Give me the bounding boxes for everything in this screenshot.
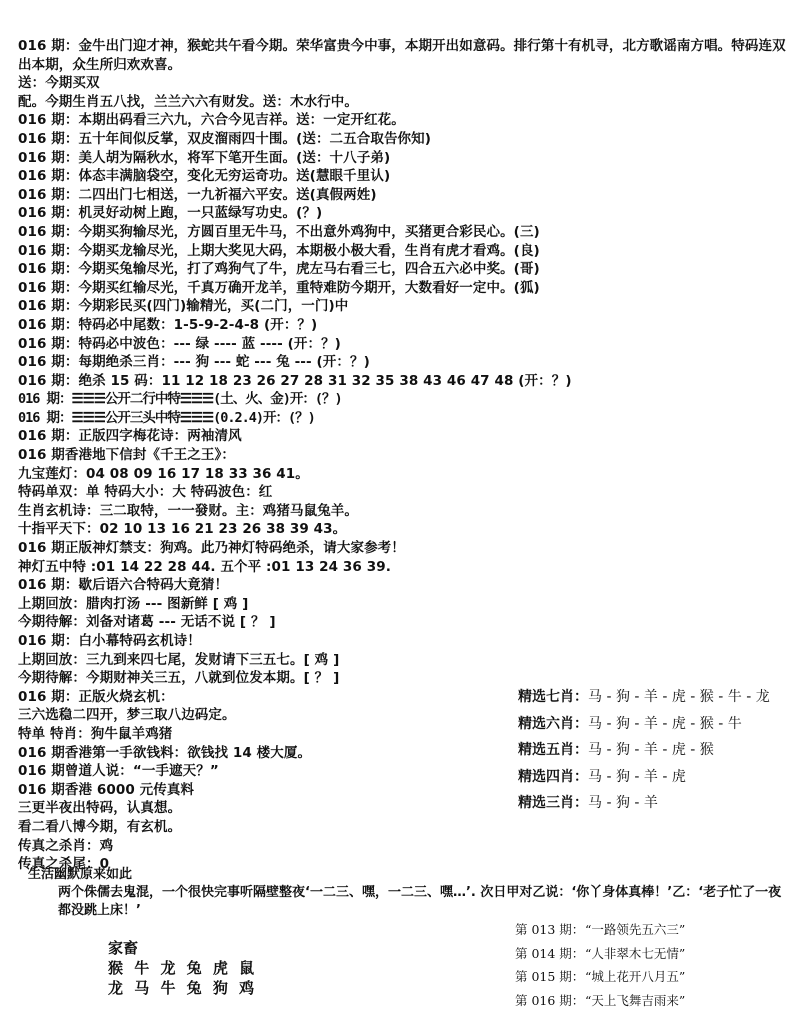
livestock-row-1: 猴 牛 龙 兔 虎 鼠 xyxy=(108,959,258,977)
pick-row xyxy=(518,790,788,817)
archive-period: 第 014 期： xyxy=(515,945,585,961)
text-line: 神灯五中特 :01 14 22 28 44. 五个平 :01 13 24 36 39. xyxy=(18,558,391,575)
text-line: 016 期正版神灯禁支：狗鸡。此乃神灯特码绝杀，请大家参考！ xyxy=(18,540,405,557)
text-line: 016 期：今期买红输尽光，千真万确开龙羊，重特难防今期开，大数看好一定中。(狐) xyxy=(18,279,540,296)
text-line: 传真之杀尾：0 xyxy=(18,856,110,873)
text-line: 上期回放：腊肉打汤 --- 图新鲜 [ 鸡 ] xyxy=(18,595,249,612)
archive-row xyxy=(515,942,785,966)
humor-section xyxy=(18,866,788,920)
pick-row xyxy=(518,737,788,764)
archive-row xyxy=(515,989,785,1013)
text-line: 特码单双：单 特码大小：大 特码波色：红 xyxy=(18,484,273,501)
humor-body: 两个侏儒去鬼混，一个很快完事听隔壁整夜‘一二三、嘿，一二三、嘿…’. 次日甲对乙说：‘你丫身体真棒！’乙：‘老子忙了一夜都没跳上床！’ xyxy=(58,885,782,918)
pick-value: 马 - 狗 - 羊 - 虎 - 猴 - 牛 - 龙 xyxy=(588,689,770,705)
past-periods-archive xyxy=(515,918,785,1012)
text-line: 016 期：☰☰☰公开三头中特☰☰☰(0.2.4)开：(？) xyxy=(18,409,315,426)
text-line: 今期待解：今期财神关三五，八就到位发本期。[ ？ ] xyxy=(18,670,340,687)
text-line: 今期待解：刘备对诸葛 --- 无话不说 [ ？ ] xyxy=(18,614,276,631)
text-line: 016 期香港第一手欲钱料：欲钱找 14 楼大厦。 xyxy=(18,744,312,761)
archive-poem: “一路领先五六三” xyxy=(585,922,686,937)
text-line: 016 期：美人胡为隔秋水，将军下笔开生面。(送：十八子弟) xyxy=(18,149,391,166)
text-line: 016 期：机灵好动树上跑，一只蓝绿写功史。(？) xyxy=(18,205,323,222)
archive-row xyxy=(515,918,785,942)
archive-row xyxy=(515,965,785,989)
pick-row xyxy=(518,684,788,711)
livestock-title: 家畜 xyxy=(108,939,139,957)
selected-zodiac-picks xyxy=(518,684,788,817)
archive-period: 第 013 期： xyxy=(515,922,585,937)
text-line: 九宝莲灯：04 08 09 16 17 18 33 36 41。 xyxy=(18,465,309,482)
text-line: 016 期：今期买兔输尽光，打了鸡狗气了牛，虎左马右看三七，四合五六必中奖。(哥) xyxy=(18,261,540,278)
text-line: 016 期：白小幕特码玄机诗！ xyxy=(18,633,201,649)
pick-value: 马 - 狗 - 羊 - 虎 - 猴 xyxy=(588,742,714,758)
text-line: 016 期：今期买狗输尽光，方圆百里无牛马，不出意外鸡狗中，买猪更合彩民心。(三) xyxy=(18,223,540,240)
text-line: 016 期香港 6000 元传真料 xyxy=(18,781,195,798)
pick-label: 精选七肖： xyxy=(518,689,588,705)
pick-label: 精选三肖： xyxy=(518,795,588,811)
pick-row xyxy=(518,711,788,738)
pick-row xyxy=(518,764,788,791)
text-line: 016 期：今期买龙输尽光，上期大奖见大码，本期极小极大看，生肖有虎才看鸡。(良) xyxy=(18,242,540,259)
text-line: 016 期：本期出码看三六九，六合今见吉祥。送：一定开红花。 xyxy=(18,112,405,129)
text-line: 016 期香港地下信封《千王之王》： xyxy=(18,447,235,464)
text-line: 016 期：正版火烧玄机： xyxy=(18,688,174,705)
text-line: 016 期：二四出门七相送，一九祈福六平安。送(真假两姓) xyxy=(18,186,377,203)
livestock-section xyxy=(108,938,257,998)
text-line: 看二看八博今期，有玄机。 xyxy=(18,818,182,835)
text-line: 016 期：特码必中尾数：1-5-9-2-4-8 (开：？) xyxy=(18,316,318,333)
text-line: 上期回放：三九到来四七尾，发财请下三五七。[ 鸡 ] xyxy=(18,651,340,668)
archive-poem: “人非翠木七无情” xyxy=(585,945,686,961)
pick-label: 精选四肖： xyxy=(518,768,588,785)
text-line: 016 期：歇后语六合特码大竟猜！ xyxy=(18,577,229,594)
pick-label: 精选五肖： xyxy=(518,742,588,758)
livestock-row-2: 龙 马 牛 兔 狗 鸡 xyxy=(108,979,258,997)
archive-poem: “城上花开八月五” xyxy=(585,969,686,984)
text-line: 016 期：☰☰☰公开二行中特☰☰☰(土、火、金)开：(？) xyxy=(18,391,342,408)
pick-value: 马 - 狗 - 羊 - 虎 - 猴 - 牛 xyxy=(588,715,742,732)
text-line: 016 期：绝杀 15 码：11 12 18 23 26 27 28 31 32 35 38 43 46 47 48 (开：？) xyxy=(18,372,572,389)
archive-period: 第 016 期： xyxy=(515,992,585,1008)
text-line: 016 期：金牛出门迎才神，猴蛇共午看今期。荣华富贵今中事，本期开出如意码。排行第十有机寻，北方歌谣南方唱。特码连双出本期，众生所归欢欢喜。 xyxy=(18,38,786,73)
text-line: 特单 特肖：狗牛鼠羊鸡猪 xyxy=(18,725,173,742)
text-line: 配。今期生肖五八找，兰兰六六有财发。送：木水行中。 xyxy=(18,93,358,110)
pick-label: 精选六肖： xyxy=(518,715,588,732)
pick-value: 马 - 狗 - 羊 xyxy=(588,795,658,811)
pick-value: 马 - 狗 - 羊 - 虎 xyxy=(588,768,686,785)
text-line: 016 期曾道人说：“一手遮天？” xyxy=(18,763,219,780)
text-line: 三更半夜出特码，认真想。 xyxy=(18,800,182,817)
text-line: 016 期：每期绝杀三肖：--- 狗 --- 蛇 --- 兔 --- (开：？) xyxy=(18,354,370,371)
archive-poem: “天上飞舞吉雨来” xyxy=(585,992,686,1008)
text-line: 016 期：今期彩民买(四门)输精光，买(二门，一门)中 xyxy=(18,298,349,315)
text-line: 016 期：五十年间似反掌，双皮溜雨四十围。(送：二五合取告你知) xyxy=(18,130,432,147)
text-line: 三六选稳二四开，梦三取八边码定。 xyxy=(18,707,236,724)
text-line: 生肖玄机诗：三二取特，一一發财。主：鸡猪马鼠兔羊。 xyxy=(18,502,358,519)
text-line: 016 期：正版四字梅花诗：两袖清风 xyxy=(18,428,242,445)
humor-title: 生活幽默原来如此 xyxy=(28,867,133,882)
text-line: 传真之杀肖：鸡 xyxy=(18,837,114,854)
text-line: 016 期：体态丰满脑袋空，变化无穷运奇功。送(慧眼千里认) xyxy=(18,168,391,185)
text-line: 016 期：特码必中波色：--- 绿 ---- 蓝 ---- (开：？) xyxy=(18,335,341,352)
text-line: 送：今期买双 xyxy=(18,75,100,92)
archive-period: 第 015 期： xyxy=(515,969,585,984)
text-line: 十指平天下：02 10 13 16 21 23 26 38 39 43。 xyxy=(18,521,347,538)
